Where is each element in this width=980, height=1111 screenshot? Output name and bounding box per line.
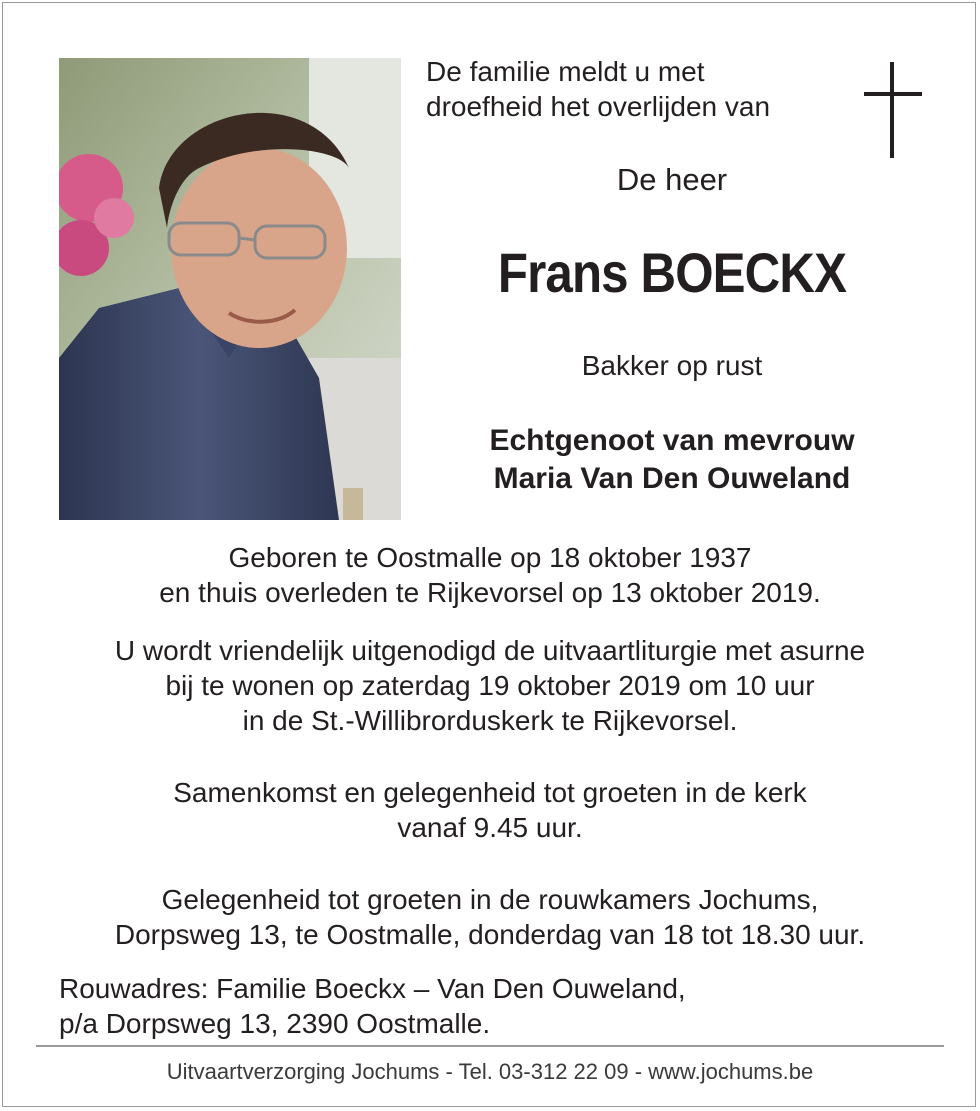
funeral-home-footer: Uitvaartverzorging Jochums - Tel. 03-312 22 09 - www.jochums.be <box>166 1059 814 1084</box>
invite-line-2: bij te wonen op zaterdag 19 oktober 2019 om 10 uur <box>165 670 815 701</box>
born-line-1: Geboren te Oostmalle op 18 oktober 1937 <box>228 542 752 573</box>
portrait-illustration <box>59 58 401 520</box>
visitation-info <box>40 882 940 952</box>
visit-line-2: Dorpsweg 13, te Oostmalle, donderdag van 18 tot 18.30 uur. <box>114 919 866 950</box>
birth-death-info <box>40 540 940 610</box>
mourning-address <box>59 971 686 1041</box>
cross-icon <box>864 62 922 158</box>
intro-line-2: droefheid het overlijden van <box>426 91 771 122</box>
intro-line-1: De familie meldt u met <box>426 56 705 87</box>
spouse-info <box>426 422 918 498</box>
spouse-line-1: Echtgenoot van mevrouw <box>489 424 855 457</box>
intro-text <box>426 54 770 124</box>
address-line-1: Rouwadres: Familie Boeckx – Van Den Ouweland, <box>59 973 686 1004</box>
visit-line-1: Gelegenheid tot groeten in de rouwkamers Jochums, <box>161 884 819 915</box>
invite-line-3: in de St.-Willibrorduskerk te Rijkevorsel. <box>242 705 738 736</box>
honorific: De heer <box>616 162 728 197</box>
meeting-line-2: vanaf 9.45 uur. <box>397 812 583 843</box>
deceased-name: Frans BOECKX <box>497 241 847 304</box>
gathering-info <box>40 775 940 845</box>
meeting-line-1: Samenkomst en gelegenheid tot groeten in de kerk <box>173 777 807 808</box>
address-line-2: p/a Dorpsweg 13, 2390 Oostmalle. <box>59 1008 491 1039</box>
born-line-2: en thuis overleden te Rijkevorsel op 13 oktober 2019. <box>159 577 821 608</box>
divider <box>36 1045 944 1047</box>
portrait-photo <box>59 58 401 520</box>
funeral-invitation <box>40 633 940 738</box>
invite-line-1: U wordt vriendelijk uitgenodigd de uitvaartliturgie met asurne <box>114 635 866 666</box>
spouse-line-2: Maria Van Den Ouweland <box>493 462 851 495</box>
occupation: Bakker op rust <box>581 350 763 381</box>
